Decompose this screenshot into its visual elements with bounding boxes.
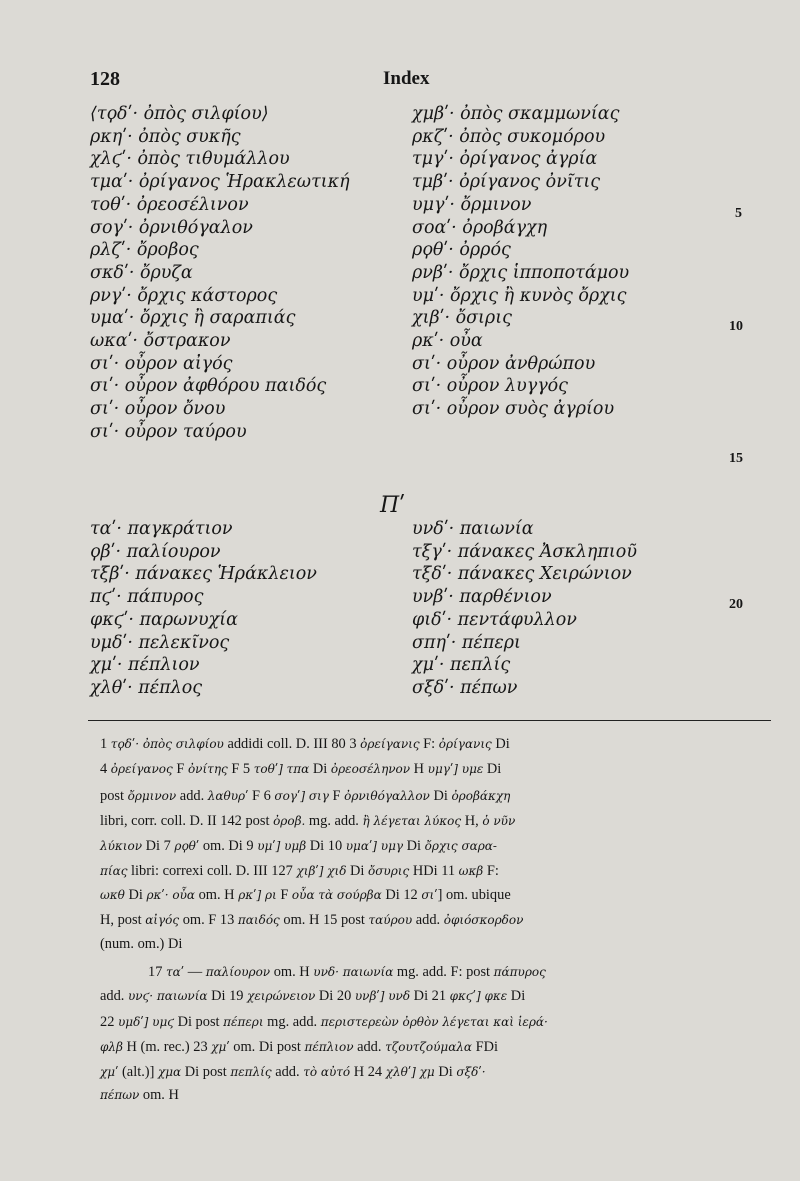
greek-text: πάπυρος [493,965,546,979]
apparatus-text: Di [403,838,425,854]
apparatus-text: F 6 [248,788,275,804]
index-entry: χμʹ· πέπλιον [90,655,200,676]
greek-text: υμγʹ] υμε [427,762,484,776]
greek-text: πέπλιον [304,1040,354,1054]
greek-text: ὀφιόσκορδον [443,913,524,927]
apparatus-text: om. Di post [229,1039,305,1055]
apparatus-text: Di 19 [207,988,248,1004]
index-entry: χμʹ· πεπλίς [412,655,511,676]
apparatus-text: libri: correxi coll. D. III 127 [127,863,297,879]
index-entry: ρνβʹ· ὄρχις ἱπποποτάμου [412,262,630,283]
apparatus-text: (alt.)] [118,1064,158,1080]
greek-text: χειρώνειον [247,989,316,1003]
index-entry: σιʹ· οὖρον συὸς ἀγρίου [412,399,615,420]
greek-text: ὀνίτης [187,762,228,776]
greek-text: ὄρχις σαρα- [424,839,497,853]
greek-text: αἰγός [145,913,180,927]
index-entry: ρκζʹ· ὀπὸς συκομόρου [412,126,606,147]
apparatus-text: Di [124,887,147,903]
greek-text: ὁ νῦν [482,814,516,828]
apparatus-line [100,1064,778,1081]
apparatus-text: F [172,761,188,777]
greek-text: χμʹ [100,1065,119,1079]
index-entry: πϛʹ· πάπυρος [90,587,204,608]
greek-text: υμαʹ] υμγ [345,839,404,853]
apparatus-text: F 5 [227,761,254,777]
index-entry: ϙβʹ· παλίουρον [90,541,221,562]
apparatus-text: libri, corr. coll. D. II 142 post [100,813,274,829]
apparatus-text: Di [491,736,510,752]
apparatus-text: Di 12 [381,887,422,903]
greek-text: παλίουρον [205,965,271,979]
greek-text: τὸ αὐτό [303,1065,351,1079]
index-entry: σιʹ· οὖρον ὄνου [90,399,226,420]
greek-text: πέπερι [223,1015,264,1029]
apparatus-text: F [276,887,292,903]
index-entry: υμαʹ· ὄρχις ἢ σαραπιάς [90,308,296,329]
index-entry: τμαʹ· ὀρίγανος Ἡρακλεωτική [90,172,350,193]
apparatus-text: Di 20 [315,988,355,1004]
apparatus-text: om. Di 9 [199,838,258,854]
index-entry: σιʹ· οὖρον αἰγός [90,353,233,374]
apparatus-text: Di [309,761,331,777]
greek-text: περιστερεὼν ὀρθὸν λέγεται καὶ ἱερά· [320,1015,548,1029]
apparatus-text: F: [419,736,439,752]
greek-text: σογʹ] σιγ [274,789,329,803]
apparatus-text: post [100,788,128,804]
apparatus-rule [88,720,771,721]
index-entry: ρκʹ· οὖα [412,331,483,351]
apparatus-text: 17 [148,964,166,980]
greek-text: λαθυρʹ [207,789,249,803]
greek-text: ωκθ [100,888,125,902]
index-entry: σιʹ· οὖρον ταύρου [90,421,247,442]
greek-text: χιβʹ] χιδ [296,864,347,878]
apparatus-text: om. H [195,887,239,903]
apparatus-text: Di post [181,1064,231,1080]
greek-text: χμα [157,1065,182,1079]
greek-text: ὀρεοσέληνον [330,762,411,776]
greek-text: ὄσυρις [368,864,410,878]
apparatus-line [100,912,778,929]
apparatus-line [100,1039,778,1056]
apparatus-text: ] om. ubique [437,887,511,903]
index-entry: ρνγʹ· ὄρχις κάστορος [90,285,278,306]
apparatus-line [100,761,778,778]
index-entry: φιδʹ· πεντάφυλλον [412,609,577,630]
apparatus-text: 4 [100,761,111,777]
line-number: 5 [735,206,742,221]
index-entry: ρϙθʹ· ὀρρός [412,240,511,261]
index-entry: χμβʹ· ὀπὸς σκαμμωνίας [412,104,620,124]
greek-text: υνβʹ] υνδ [354,989,411,1003]
greek-text: παιδός [237,913,280,927]
greek-text: φκϛʹ] φκε [449,989,508,1003]
greek-text: ρκʹ] ρι [238,888,277,902]
apparatus-line [100,838,778,855]
apparatus-line [100,936,778,953]
apparatus-text: mg. add. F: post [393,964,494,980]
greek-text: φλβ [100,1040,123,1054]
index-entry: σοαʹ· ὀροβάγχη [412,217,548,238]
greek-text: λύκιον [100,839,142,853]
index-entry: τξβʹ· πάνακες Ἡράκλειον [90,564,317,585]
greek-text: υμʹ] υμβ [257,839,307,853]
apparatus-text: Di [346,863,369,879]
index-entry: τοθʹ· ὀρεοσέλινον [90,194,249,215]
greek-text: ὀρνιθόγαλλον [344,789,430,803]
index-entry: φκϛʹ· παρωνυχία [90,609,238,630]
index-entry: τξγʹ· πάνακες Ἀσκληπιοῦ [412,541,637,562]
apparatus-text: F: [483,863,499,879]
index-entry: ρκηʹ· ὀπὸς συκῆς [90,126,241,147]
apparatus-text: Di 7 [142,838,175,854]
index-entry: σιʹ· οὖρον λυγγός [412,376,568,397]
index-entry: σξδʹ· πέπων [412,677,518,698]
running-title: Index [383,68,430,89]
section-letter: Πʹ [380,493,406,518]
greek-text: ὀρείγανις [360,737,420,751]
index-entry: χλϛʹ· ὀπὸς τιθυμάλλου [90,149,290,170]
greek-text: χμʹ [211,1040,230,1054]
apparatus-line [100,1014,778,1031]
greek-text: υνϛ· παιωνία [127,989,208,1003]
greek-text: ὀροβάκχη [451,789,511,803]
index-entry: υμʹ· ὄρχις ἢ κυνὸς ὄρχις [412,285,627,306]
apparatus-text: om. F 13 [179,912,238,928]
index-entry: τξδʹ· πάνακες Χειρώνιον [412,564,632,585]
line-number: 10 [729,319,743,334]
index-entry: υμδʹ· πελεκῖνος [90,632,230,653]
apparatus-text: H (m. rec.) 23 [122,1039,212,1055]
apparatus-line [100,736,778,753]
greek-text: ὀροβ. [273,814,306,828]
apparatus-text: mg. add. [305,813,363,829]
apparatus-line [148,964,800,981]
apparatus-text: (num. om.) Di [100,936,183,952]
apparatus-text: Di 10 [306,838,346,854]
apparatus-text: add. [353,1039,386,1055]
apparatus-text: F [328,788,345,804]
apparatus-text: Di post [173,1014,224,1030]
greek-text: πεπλίς [230,1065,272,1079]
greek-text: τζουτζούμαλα [385,1040,473,1054]
greek-text: τοθʹ] τπα [253,762,310,776]
greek-text: υνδ· παιωνία [313,965,394,979]
index-entry: τμγʹ· ὀρίγανος ἀγρία [412,149,598,170]
index-entry: σιʹ· οὖρον ἀφθόρου παιδός [90,376,327,397]
greek-text: σιʹ [421,888,438,902]
index-entry: χιβʹ· ὄσιρις [412,308,512,329]
apparatus-text: 22 [100,1014,118,1030]
apparatus-line [100,887,778,904]
apparatus-text: H, [461,813,483,829]
line-number: 15 [729,451,743,466]
apparatus-line [100,788,778,805]
apparatus-text: Di [483,761,502,777]
apparatus-text: add. [271,1064,304,1080]
index-entry: σογʹ· ὀρνιθόγαλον [90,217,253,238]
index-entry: υνβʹ· παρθένιον [412,587,552,608]
index-entry: ⟨τϙδʹ· ὀπὸς σιλφίου⟩ [90,104,269,124]
apparatus-text: H, post [100,912,146,928]
apparatus-text: Di 21 [410,988,450,1004]
index-entry: υνδʹ· παιωνία [412,519,534,539]
apparatus-text: om. H 15 post [279,912,369,928]
apparatus-text: om. H [139,1087,179,1103]
apparatus-text: mg. add. [263,1014,321,1030]
greek-text: πίας [100,864,128,878]
greek-text: ταʹ [166,965,185,979]
apparatus-text: om. H [270,964,314,980]
apparatus-text: addidi coll. D. III 80 3 [223,736,361,752]
greek-text: ὀρείγανος [110,762,173,776]
line-number: 20 [729,597,743,612]
greek-text: ὄρμινον [127,789,177,803]
apparatus-text: FDi [472,1039,499,1055]
index-entry: ταʹ· παγκράτιον [90,519,233,539]
greek-text: ὀρίγανις [438,737,492,751]
greek-text: ρκʹ· οὖα [146,888,195,902]
index-entry: σιʹ· οὖρον ἀνθρώπου [412,353,596,374]
apparatus-text: Di [434,1064,457,1080]
apparatus-text: H 24 [350,1064,386,1080]
apparatus-line [100,1087,778,1104]
index-entry: χλθʹ· πέπλος [90,677,203,698]
apparatus-line [100,863,778,880]
greek-text: ωκβ [458,864,484,878]
greek-text: ρϙθʹ [174,839,200,853]
index-entry: ρλζʹ· ὄροβος [90,240,199,261]
apparatus-line [100,813,778,830]
apparatus-text: 1 [100,736,111,752]
greek-text: υμδʹ] υμϛ [118,1015,174,1029]
index-entry: σπηʹ· πέπερι [412,632,521,653]
page-number: 128 [90,68,120,90]
apparatus-text: add. [176,788,208,804]
greek-text: ταύρου [368,913,413,927]
index-entry: τμβʹ· ὀρίγανος ὀνῖτις [412,172,601,193]
apparatus-text: add. [412,912,444,928]
greek-text: σξδʹ· [456,1065,486,1079]
apparatus-line [100,988,778,1005]
apparatus-text: — [184,964,206,980]
greek-text: πέπων [100,1088,140,1102]
apparatus-text: Di [507,988,526,1004]
apparatus-text: add. [100,988,128,1004]
greek-text: τϙδʹ· ὀπὸς σιλφίου [110,737,224,751]
index-entry: σκδʹ· ὄρυζα [90,262,193,283]
apparatus-text: Di [429,788,452,804]
greek-text: οὖα τὰ σούρβα [291,888,382,902]
greek-text: χλθʹ] χμ [385,1065,435,1079]
apparatus-text: H [410,761,428,777]
apparatus-text: HDi 11 [409,863,459,879]
index-entry: ωκαʹ· ὄστρακον [90,331,231,351]
index-entry: υμγʹ· ὄρμινον [412,194,532,215]
greek-text: ἢ λέγεται λύκος [362,814,462,828]
